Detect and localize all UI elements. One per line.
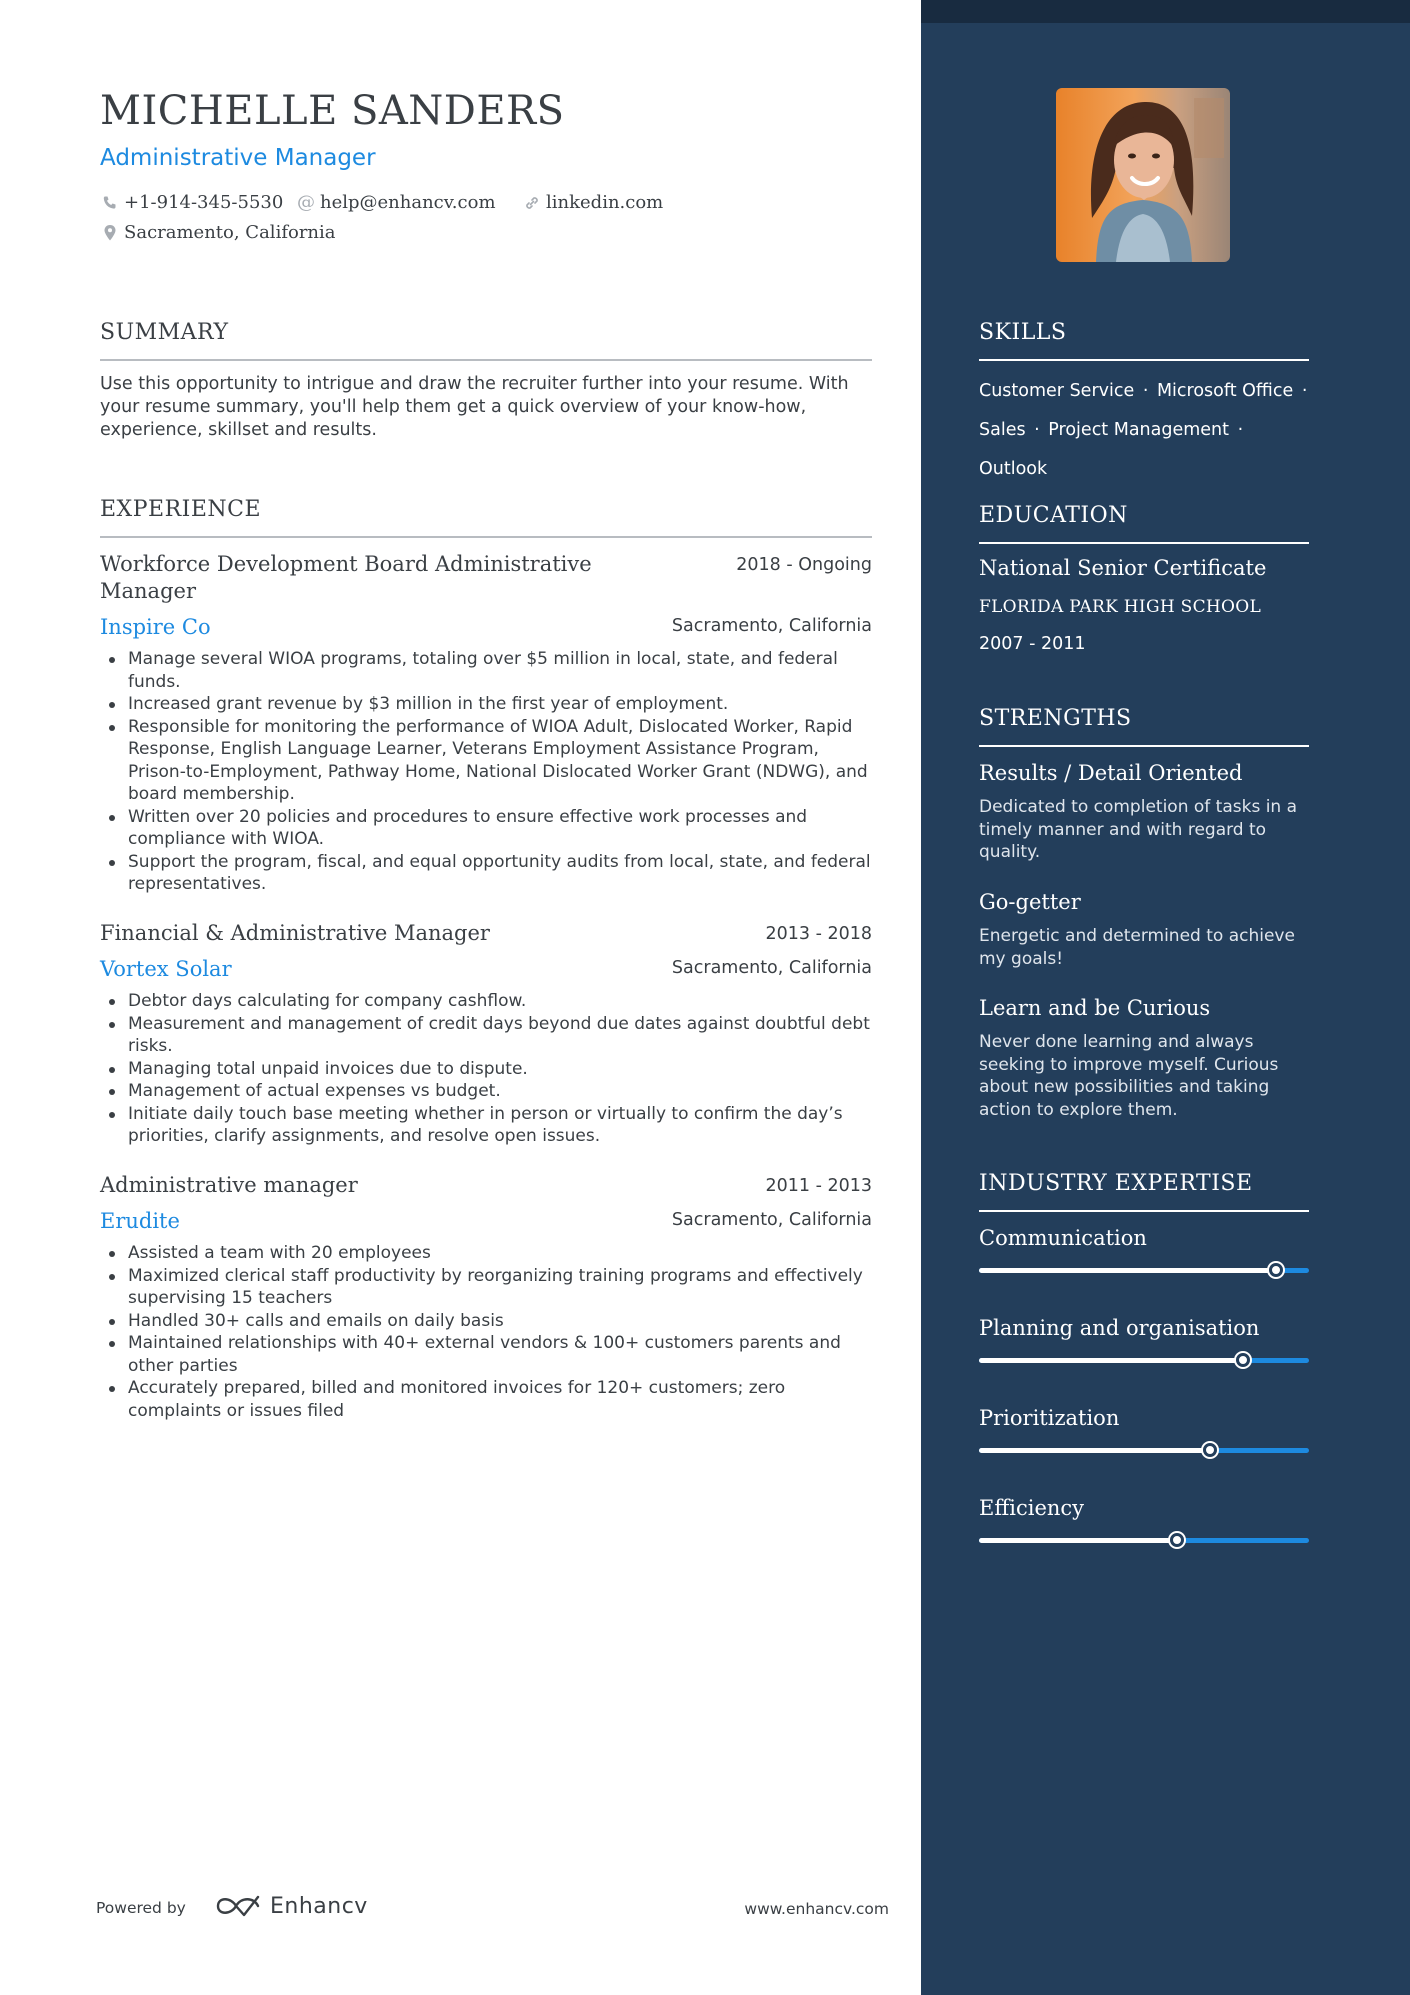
phone-icon <box>100 193 120 213</box>
experience-heading: EXPERIENCE <box>100 497 262 522</box>
skill-item: Sales <box>979 420 1026 440</box>
skills-heading: SKILLS <box>979 320 1067 345</box>
expertise-heading: INDUSTRY EXPERTISE <box>979 1171 1253 1196</box>
expertise-label: Efficiency <box>979 1496 1085 1520</box>
enhancv-brand-name: Enhancv <box>270 1893 368 1919</box>
strengths-divider <box>979 745 1309 747</box>
expertise-bar-knob <box>1269 1263 1283 1277</box>
expertise-bar-fill <box>979 1448 1210 1453</box>
location-text: Sacramento, California <box>124 222 336 243</box>
footer-url[interactable]: www.enhancv.com <box>744 1900 889 1918</box>
expertise-label: Planning and organisation <box>979 1316 1260 1340</box>
expertise-bar <box>979 1358 1309 1363</box>
link-icon <box>522 193 542 213</box>
expertise-bar-knob <box>1236 1353 1250 1367</box>
phone-text: +1-914-345-5530 <box>124 192 284 213</box>
summary-text: Use this opportunity to intrigue and draw the recruiter further into your resume. With your resume summary, you'll help them get a quick overview of your know-how, experience, skillset and results. <box>100 374 849 440</box>
list-item: Written over 20 policies and procedures to ensure effective work processes and compliance with WIOA. <box>100 806 875 851</box>
education-heading: EDUCATION <box>979 503 1128 528</box>
skills-list: Customer Service · Microsoft Office · Sales · Project Management · Outlook <box>979 381 1308 479</box>
job-location: Sacramento, California <box>671 958 872 978</box>
expertise-bar-knob <box>1203 1443 1217 1457</box>
education-dates: 2007 - 2011 <box>979 634 1086 654</box>
candidate-role: Administrative Manager <box>100 145 376 171</box>
job-title: Financial & Administrative Manager <box>100 921 490 945</box>
location-contact <box>100 222 336 243</box>
job-company: Vortex Solar <box>100 957 232 981</box>
strength-title: Results / Detail Oriented <box>979 761 1243 785</box>
list-item: Accurately prepared, billed and monitored invoices for 120+ customers; zero complaints or issues filed <box>100 1377 875 1422</box>
summary-heading: SUMMARY <box>100 320 229 345</box>
list-item: Maintained relationships with 40+ external vendors & 100+ customers parents and other parties <box>100 1332 875 1377</box>
list-item: Initiate daily touch base meeting whether in person or virtually to confirm the day’s priorities, clarify assignments, and resolve open issues. <box>100 1103 875 1148</box>
sidebar <box>921 0 1410 1995</box>
list-item: Manage several WIOA programs, totaling over $5 million in local, state, and federal funds. <box>100 648 875 693</box>
powered-by-label: Powered by <box>96 1899 186 1917</box>
summary-divider <box>100 359 872 361</box>
education-divider <box>979 542 1309 544</box>
skills-divider <box>979 359 1309 361</box>
list-item: Support the program, fiscal, and equal opportunity audits from local, state, and federal representatives. <box>100 851 875 896</box>
at-icon: @ <box>297 192 315 213</box>
job-bullets <box>100 990 875 1148</box>
sidebar-top-strip <box>921 0 1410 23</box>
job-bullets <box>100 1242 875 1422</box>
job-location: Sacramento, California <box>671 1210 872 1230</box>
skill-item: Project Management <box>1048 420 1230 440</box>
list-item: Responsible for monitoring the performance of WIOA Adult, Dislocated Worker, Rapid Response, English Language Learner, Veterans Employment Assistance Program, Prison-to-Employment, Pathway Home, National Dislocated Worker Grant (NDWG), and board membership. <box>100 716 875 806</box>
profile-photo <box>1056 88 1230 262</box>
link-text[interactable]: linkedin.com <box>546 192 664 213</box>
job-location: Sacramento, California <box>671 616 872 636</box>
job-dates: 2011 - 2013 <box>765 1176 872 1196</box>
job-dates: 2018 - Ongoing <box>736 555 872 575</box>
enhancv-logo[interactable] <box>214 1893 368 1919</box>
list-item: Managing total unpaid invoices due to dispute. <box>100 1058 875 1081</box>
expertise-divider <box>979 1210 1309 1212</box>
link-contact[interactable] <box>522 192 663 213</box>
expertise-bar-knob <box>1170 1533 1184 1547</box>
list-item: Increased grant revenue by $3 million in the first year of employment. <box>100 693 875 716</box>
location-pin-icon <box>100 223 120 243</box>
strength-description: Dedicated to completion of tasks in a timely manner and with regard to quality. <box>979 797 1298 862</box>
job-dates: 2013 - 2018 <box>765 924 872 944</box>
expertise-bar <box>979 1268 1309 1273</box>
expertise-label: Communication <box>979 1226 1147 1250</box>
phone-contact <box>100 192 283 213</box>
email-contact[interactable] <box>296 192 496 213</box>
job-title: Administrative manager <box>100 1173 358 1197</box>
expertise-bar <box>979 1538 1309 1543</box>
strength-description: Energetic and determined to achieve my goals! <box>979 926 1295 969</box>
job-bullets <box>100 648 875 896</box>
expertise-bar <box>979 1448 1309 1453</box>
email-text[interactable]: help@enhancv.com <box>320 192 496 213</box>
candidate-name: MICHELLE SANDERS <box>100 88 565 134</box>
list-item: Maximized clerical staff productivity by reorganizing training programs and effectively supervising 15 teachers <box>100 1265 875 1310</box>
list-item: Measurement and management of credit days beyond due dates against doubtful debt risks. <box>100 1013 875 1058</box>
strength-description: Never done learning and always seeking to improve myself. Curious about new possibilities and taking action to explore them. <box>979 1032 1279 1120</box>
strengths-heading: STRENGTHS <box>979 706 1132 731</box>
education-school: FLORIDA PARK HIGH SCHOOL <box>979 597 1262 617</box>
list-item: Debtor days calculating for company cashflow. <box>100 990 875 1013</box>
list-item: Management of actual expenses vs budget. <box>100 1080 875 1103</box>
expertise-bar-fill <box>979 1538 1177 1543</box>
enhancv-logo-icon <box>214 1893 262 1919</box>
list-item: Assisted a team with 20 employees <box>100 1242 875 1265</box>
education-degree: National Senior Certificate <box>979 556 1267 580</box>
experience-divider <box>100 536 872 538</box>
job-company: Inspire Co <box>100 615 211 639</box>
expertise-bar-fill <box>979 1358 1243 1363</box>
job-title: Workforce Development Board Administrative Manager <box>100 552 592 603</box>
strength-title: Learn and be Curious <box>979 996 1211 1020</box>
skill-item: Outlook <box>979 459 1048 479</box>
expertise-label: Prioritization <box>979 1406 1120 1430</box>
skill-item: Customer Service <box>979 381 1135 401</box>
expertise-bar-fill <box>979 1268 1276 1273</box>
job-company: Erudite <box>100 1209 180 1233</box>
list-item: Handled 30+ calls and emails on daily basis <box>100 1310 875 1333</box>
strength-title: Go-getter <box>979 890 1081 914</box>
skill-item: Microsoft Office <box>1156 381 1294 401</box>
